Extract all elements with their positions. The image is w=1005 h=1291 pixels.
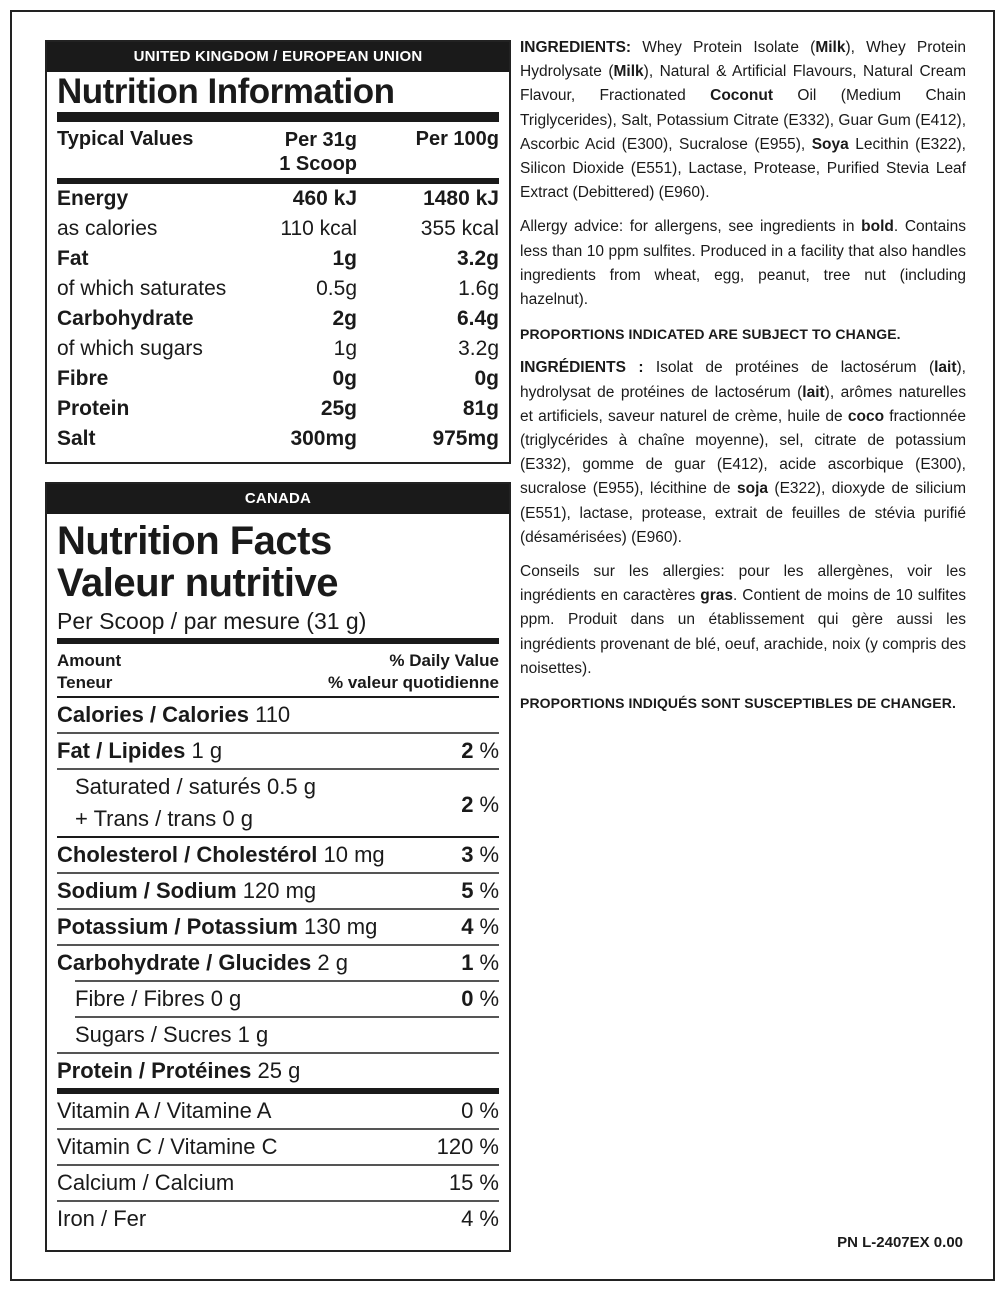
ca-amount-header: [57, 644, 499, 696]
uk-header-per-100g: Per 100g: [415, 128, 499, 150]
uk-row-per-100g: 975mg: [432, 427, 499, 450]
uk-row-per-serving: 1g: [332, 247, 357, 270]
ca-fat-label: Fat / Lipides: [57, 738, 186, 763]
ca-cholesterol-dv: [461, 838, 499, 872]
ca-sodium-row: [57, 874, 499, 908]
ca-carbohydrate-row: [57, 946, 499, 980]
uk-header-typical: Typical Values: [57, 128, 194, 150]
uk-header-row: [57, 122, 499, 178]
ca-vitamin-name: Vitamin A / Vitamine A: [57, 1098, 272, 1123]
uk-row-name: of which sugars: [57, 337, 203, 360]
uk-row-per-serving: 460 kJ: [292, 187, 357, 210]
bold-text: gras: [700, 587, 733, 605]
ca-dv-fr: % valeur quotidienne: [328, 673, 499, 692]
uk-row-per-100g: 3.2g: [458, 337, 499, 360]
ca-pct-sign: %: [479, 914, 499, 939]
ca-trans-text: + Trans / trans 0 g: [75, 806, 253, 831]
uk-row: [57, 214, 499, 244]
ca-vitamin-row: [57, 1202, 499, 1236]
bold-text: soja: [736, 480, 768, 498]
ca-cholesterol-value: 10 mg: [317, 842, 385, 867]
ca-saturated-trans-row: [57, 770, 499, 836]
ca-title-en: Nutrition Facts: [57, 519, 332, 563]
ca-potassium-value: 130 mg: [297, 914, 378, 939]
uk-row-per-100g: 1480 kJ: [423, 187, 499, 210]
proportions-en: PROPORTIONS INDICATED ARE SUBJECT TO CHANGE.: [520, 326, 901, 343]
text-segment: Oil (Medium Chain Triglycerides), Salt, Potassium Citrate (E332), Guar Gum (E412), Ascorbic Acid (E300), Sucralose (E955),: [520, 87, 966, 153]
ca-vitamin-row: [57, 1130, 499, 1164]
uk-row: [57, 244, 499, 274]
ca-pct-sign: %: [479, 950, 499, 975]
uk-row-per-serving: 110 kcal: [280, 217, 357, 240]
uk-row-per-100g: 6.4g: [456, 307, 499, 330]
ca-pct-sign: %: [479, 878, 499, 903]
bold-text: Milk: [613, 63, 644, 81]
ca-fibre-dv-number: 0: [461, 986, 474, 1011]
uk-row-name: of which saturates: [57, 277, 227, 300]
ingredients-en: [520, 36, 966, 205]
ca-fat-dv: [461, 734, 499, 768]
text-segment: Whey Protein Isolate (: [631, 39, 816, 56]
ca-carbohydrate-value: 2 g: [311, 950, 348, 975]
uk-row-name: Fibre: [57, 367, 109, 390]
ca-pct-sign: %: [479, 738, 499, 763]
uk-header-per-31g: Per 31g: [284, 129, 357, 151]
ca-protein-label: Protein / Protéines: [57, 1058, 252, 1083]
ca-cholesterol-label: Cholesterol / Cholestérol: [57, 842, 318, 867]
uk-region-band: UNITED KINGDOM / EUROPEAN UNION: [47, 42, 509, 72]
ca-sugars-row: [57, 1018, 499, 1052]
ca-saturated-text: Saturated / saturés 0.5 g: [75, 774, 316, 799]
ca-saturated-dv: [461, 788, 499, 822]
uk-header-per-serving: [279, 128, 357, 176]
ca-sugars-text: Sugars / Sucres 1 g: [75, 1022, 269, 1047]
ca-fat-row: [57, 734, 499, 768]
text-segment: (E322), dioxyde de silicium (E551), lactase, protease, extrait de feuilles de stévia purifié (désamérisées) (E960).: [520, 480, 966, 546]
ca-calories-label: Calories / Calories: [57, 702, 249, 727]
ingredients-fr: [520, 356, 966, 550]
ca-cholesterol-dv-number: 3: [461, 842, 474, 867]
uk-row-per-100g: 1.6g: [458, 277, 499, 300]
ca-potassium-label: Potassium / Potassium: [57, 914, 298, 939]
uk-row-per-serving: 2g: [332, 307, 357, 330]
ca-protein-row: [57, 1054, 499, 1088]
uk-row: [57, 424, 499, 454]
part-number: PN L-2407EX 0.00: [837, 1234, 963, 1251]
uk-row-per-serving: 1g: [333, 337, 357, 360]
ca-sodium-dv: [461, 874, 499, 908]
uk-nutrition-panel: [45, 40, 511, 464]
bold-text: INGRÉDIENTS :: [520, 359, 644, 377]
ca-vitamin-dv: 120 %: [436, 1134, 499, 1159]
uk-row-per-100g: 0g: [474, 367, 499, 390]
ca-amount-en: Amount: [57, 651, 122, 670]
bold-text: lait: [802, 383, 825, 401]
uk-row-name: as calories: [57, 217, 158, 240]
uk-row-per-serving: 25g: [320, 397, 357, 420]
uk-row-per-serving: 0g: [332, 367, 357, 390]
allergy-advice-fr: [520, 560, 966, 681]
bold-text: lait: [934, 359, 957, 377]
uk-row-name: Energy: [57, 187, 129, 210]
ca-cholesterol-row: [57, 838, 499, 872]
ca-carbohydrate-label: Carbohydrate / Glucides: [57, 950, 312, 975]
text-segment: . Contient de moins de 10 sulfites ppm. Produit dans un établissement qui gère aussi les ingrédients provenant de blé, oeuf, arachide, noix (y compris des noisettes).: [520, 587, 966, 677]
ca-title-fr: Valeur nutritive: [57, 561, 338, 605]
ca-vitamins: [47, 1094, 509, 1236]
ca-pct-sign: %: [479, 842, 499, 867]
bold-text: Coconut: [710, 87, 773, 105]
uk-row-name: Fat: [57, 247, 89, 270]
uk-row: [57, 184, 499, 214]
ingredients-column: [520, 36, 966, 715]
ca-vitamin-dv: 0 %: [461, 1098, 499, 1123]
ca-calories-row: [57, 698, 499, 732]
uk-row: [57, 394, 499, 424]
text-segment: . Contains less than 10 ppm sulfites. Produced in a facility that also handles ingredients from wheat, egg, peanut, tree nut (including hazelnut).: [520, 218, 966, 309]
bold-text: INGREDIENTS:: [520, 39, 632, 56]
proportions-fr: PROPORTIONS INDIQUÉS SONT SUSCEPTIBLES DE CHANGER.: [520, 695, 956, 712]
ca-potassium-dv-number: 4: [461, 914, 474, 939]
ca-fibre-text: Fibre / Fibres 0 g: [75, 986, 242, 1011]
ca-serving-size: Per Scoop / par mesure (31 g): [57, 608, 367, 634]
ca-fibre-row: [57, 982, 499, 1016]
uk-row-name: Salt: [57, 427, 96, 450]
ca-vitamin-dv: 15 %: [448, 1170, 499, 1195]
text-segment: ), hydrolysat de protéines de lactosérum (: [520, 359, 966, 401]
bold-text: bold: [861, 218, 894, 236]
uk-thick-rule: [57, 112, 499, 122]
text-segment: Isolat de protéines de lactosérum (: [643, 359, 935, 377]
ca-calories-value: 110: [248, 702, 291, 727]
ca-saturated-dv-number: 2: [461, 792, 474, 817]
canada-nutrition-panel: [45, 482, 511, 1252]
ca-vitamin-row: [57, 1166, 499, 1200]
uk-row-name: Carbohydrate: [57, 307, 194, 330]
uk-rows: [47, 184, 509, 454]
text-segment: Allergy advice: for allergens, see ingredients in: [520, 218, 862, 236]
uk-row-per-serving: 300mg: [290, 427, 357, 450]
ca-dv-en: % Daily Value: [389, 651, 499, 670]
ca-amount-fr: Teneur: [57, 673, 113, 692]
ca-fat-value: 1 g: [185, 738, 223, 763]
ca-fat-dv-number: 2: [461, 738, 474, 763]
uk-row-per-100g: 81g: [462, 397, 499, 420]
ca-vitamin-dv: 4 %: [461, 1206, 499, 1231]
ca-sodium-value: 120 mg: [236, 878, 317, 903]
ca-pct-sign: %: [479, 986, 499, 1011]
ca-region-band: CANADA: [47, 484, 509, 514]
ca-vitamin-row: [57, 1094, 499, 1128]
ca-potassium-dv: [461, 910, 499, 944]
uk-row-name: Protein: [57, 397, 130, 420]
ca-amount-label: [57, 650, 121, 694]
uk-row: [57, 334, 499, 364]
ca-fibre-dv: [461, 982, 499, 1016]
ca-sodium-label: Sodium / Sodium: [57, 878, 237, 903]
text-segment: Conseils sur les allergies: pour les allergènes, voir les ingrédients en caractères: [520, 563, 966, 605]
ca-pct-sign: %: [479, 792, 499, 817]
text-segment: fractionnée (triglycérides à chaîne moyenne), sel, citrate de potassium (E332), gomme de guar (E412), acide ascorbique (E300), sucralose (E955), lécithine de: [520, 407, 966, 498]
text-segment: ), Whey Protein Hydrolysate (: [520, 39, 966, 81]
text-segment: ), Natural & Artificial Flavours, Natural Cream Flavour, Fractionated: [520, 63, 966, 105]
uk-title: Nutrition Information: [57, 72, 395, 111]
text-segment: ), arômes naturelles et artificiels, saveur naturel de crème, huile de: [520, 383, 966, 425]
uk-row: [57, 274, 499, 304]
uk-header-scoop: 1 Scoop: [279, 153, 357, 175]
uk-row: [57, 364, 499, 394]
ca-vitamin-name: Calcium / Calcium: [57, 1170, 235, 1195]
bold-text: Milk: [815, 39, 846, 56]
uk-row: [57, 304, 499, 334]
ca-protein-value: 25 g: [251, 1058, 301, 1083]
ca-dv-label: [328, 650, 499, 694]
ca-carbohydrate-dv-number: 1: [461, 950, 474, 975]
ca-carbohydrate-dv: [461, 946, 499, 980]
ca-potassium-row: [57, 910, 499, 944]
text-segment: Lecithin (E322), Silicon Dioxide (E551), Lactase, Protease, Purified Stevia Leaf Extract (Debittered) (E960).: [520, 135, 966, 202]
ca-vitamin-name: Vitamin C / Vitamine C: [57, 1134, 278, 1159]
ca-vitamin-name: Iron / Fer: [57, 1206, 147, 1231]
bold-text: Soya: [811, 135, 849, 153]
ca-sodium-dv-number: 5: [461, 878, 474, 903]
allergy-advice-en: [520, 215, 966, 312]
uk-row-per-serving: 0.5g: [316, 277, 357, 300]
bold-text: coco: [847, 407, 885, 425]
uk-row-per-100g: 355 kcal: [420, 217, 499, 240]
uk-row-per-100g: 3.2g: [456, 247, 499, 270]
